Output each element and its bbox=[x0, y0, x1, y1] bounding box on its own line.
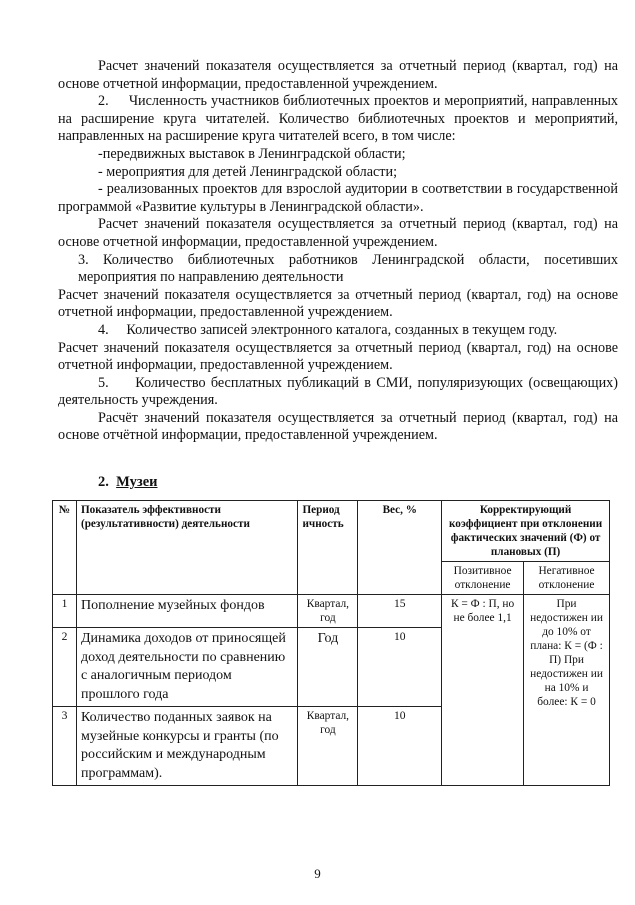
header-coef: Корректирующий коэффициент при отклонении фактических значений (Ф) от плановых (П) bbox=[442, 501, 610, 562]
row-weight: 10 bbox=[358, 707, 442, 786]
section-number: 2. bbox=[98, 474, 109, 490]
row-period: Год bbox=[298, 628, 358, 707]
paragraph: - мероприятия для детей Ленинградской области; bbox=[98, 163, 398, 180]
table-header-row bbox=[53, 501, 610, 562]
row-indicator: Динамика доходов от приносящей доход деятельности по сравнению с аналогичным периодом прошлого года bbox=[76, 628, 297, 707]
paragraph: - реализованных проектов для взрослой аудитории в соответствии в государственной программой «Развитие культуры в Ленинградской области». bbox=[58, 181, 618, 215]
museum-indicators-table bbox=[52, 500, 610, 786]
header-period: Период ичность bbox=[298, 501, 358, 595]
table-row bbox=[53, 595, 610, 628]
row-weight: 15 bbox=[358, 595, 442, 628]
paragraph: 3. Количество библиотечных работников Ленинградской области, посетивших мероприятия по направлению деятельности bbox=[78, 251, 618, 286]
section-heading bbox=[98, 474, 158, 491]
header-weight: Вес, % bbox=[358, 501, 442, 595]
header-num: № bbox=[53, 501, 77, 595]
negative-deviation-cell: При недостижен ии до 10% от плана: К = (Ф : П) При недостижен ии на 10% и более: К = 0 bbox=[524, 595, 610, 786]
row-weight: 10 bbox=[358, 628, 442, 707]
paragraph: 5. Количество бесплатных публикаций в СМИ, популяризующих (освещающих) деятельность учреждения. bbox=[58, 374, 618, 409]
header-negative: Негативное отклонение bbox=[524, 562, 610, 595]
row-num: 3 bbox=[53, 707, 77, 786]
row-period: Квартал, год bbox=[298, 707, 358, 786]
row-indicator: Количество поданных заявок на музейные конкурсы и гранты (по российским и международным программам). bbox=[76, 707, 297, 786]
section-title: Музеи bbox=[116, 474, 158, 490]
paragraph: 2. Численность участников библиотечных проектов и мероприятий, направленных на расширение круга читателей. Количество библиотечных проектов и мероприятий, направленных на расширение круга читателей всего, в том числе: bbox=[58, 93, 618, 145]
paragraph: Расчет значений показателя осуществляется за отчетный период (квартал, год) на основе отчетной информации, предоставленной учреждением. bbox=[58, 58, 618, 92]
paragraph: Расчёт значений показателя осуществляется за отчетный период (квартал, год) на основе отчётной информации, предоставленной учреждением. bbox=[58, 409, 618, 444]
paragraph: Расчет значений показателя осуществляется за отчетный период (квартал, год) на основе отчетной информации, предоставленной учреждением. bbox=[58, 339, 618, 374]
row-period: Квартал, год bbox=[298, 595, 358, 628]
paragraph: Расчет значений показателя осуществляется за отчетный период (квартал, год) на основе отчетной информации, предоставленной учреждением. bbox=[58, 216, 618, 250]
header-indicator: Показатель эффективности (результативности) деятельности bbox=[76, 501, 297, 595]
header-positive: Позитивное отклонение bbox=[442, 562, 524, 595]
row-num: 1 bbox=[53, 595, 77, 628]
positive-deviation-cell: К = Ф : П, но не более 1,1 bbox=[442, 595, 524, 786]
row-indicator: Пополнение музейных фондов bbox=[76, 595, 297, 628]
page-number: 9 bbox=[314, 866, 321, 881]
paragraph: 4. Количество записей электронного каталога, созданных в текущем году. bbox=[98, 321, 558, 338]
body-text bbox=[58, 58, 618, 445]
paragraph: Расчет значений показателя осуществляется за отчетный период (квартал, год) на основе отчетной информации, предоставленной учреждением. bbox=[58, 286, 618, 321]
paragraph: -передвижных выставок в Ленинградской области; bbox=[98, 145, 406, 162]
row-num: 2 bbox=[53, 628, 77, 707]
